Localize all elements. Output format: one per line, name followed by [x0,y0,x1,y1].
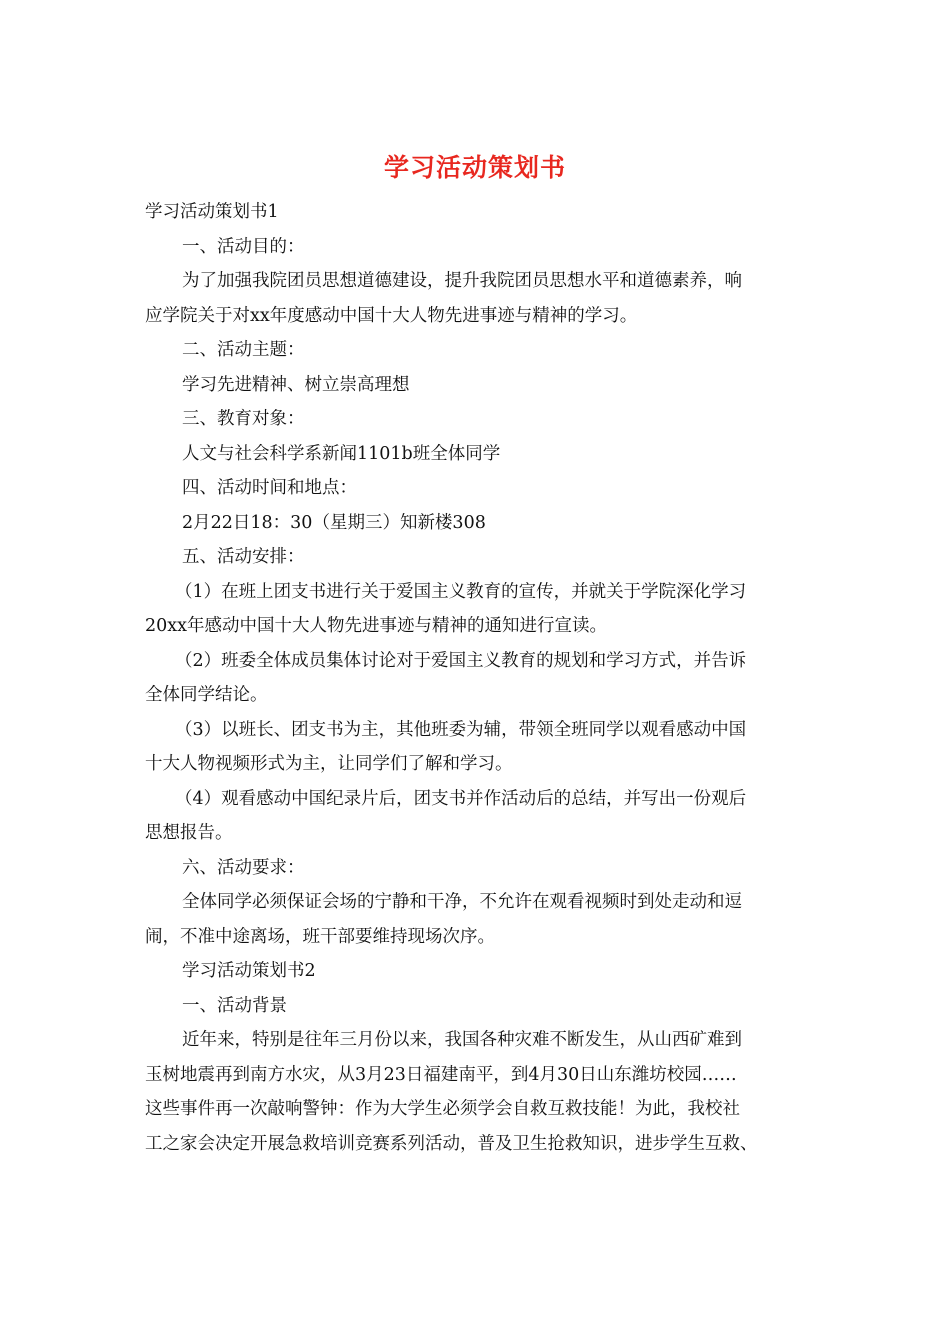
paragraph-line: （3）以班长、团支书为主，其他班委为辅，带领全班同学以观看感动中国 [175,719,747,740]
paragraph-line: 六、活动要求： [182,857,305,878]
document-title: 学习活动策划书 [383,153,566,182]
paragraph-line: 全体同学必须保证会场的宁静和干净，不允许在观看视频时到处走动和逗 [182,892,742,912]
document-body [145,195,810,1161]
paragraph-line: 人文与社会科学系新闻1101b班全体同学 [182,443,501,464]
paragraph-line: 工之家会决定开展急救培训竞赛系列活动，普及卫生抢救知识，进步学生互救、 [145,1133,758,1154]
paragraph-line: 十大人物视频形式为主，让同学们了解和学习。 [145,754,513,774]
paragraph-line: 这些事件再一次敲响警钟：作为大学生必须学会自救互救技能！为此，我校社 [145,1099,740,1119]
paragraph-line: 全体同学结论。 [145,685,268,705]
paragraph-line: （2）班委全体成员集体讨论对于爱国主义教育的规划和学习方式，并告诉 [175,650,747,671]
paragraph-line: 闹，不准中途离场，班干部要维持现场次序。 [145,926,495,947]
paragraph-line: 学习先进精神、树立崇高理想 [182,374,410,395]
paragraph-line: 四、活动时间和地点： [182,478,357,498]
paragraph-line: 2月22日18：30（星期三）知新楼308 [182,512,486,533]
paragraph-line: 为了加强我院团员思想道德建设，提升我院团员思想水平和道德素养，响 [182,271,742,291]
paragraph-line: 学习活动策划书1 [145,202,279,222]
paragraph-line: 三、教育对象： [182,409,305,429]
paragraph-line: 五、活动安排： [182,547,305,567]
paragraph-line: 一、活动背景 [182,995,287,1016]
paragraph-line: （1）在班上团支书进行关于爱国主义教育的宣传，并就关于学院深化学习 [175,581,747,602]
paragraph-line: 20xx年感动中国十大人物先进事迹与精神的通知进行宣读。 [145,616,608,636]
paragraph-line: 应学院关于对xx年度感动中国十大人物先进事迹与精神的学习。 [145,305,638,326]
paragraph-line: （4）观看感动中国纪录片后，团支书并作活动后的总结，并写出一份观后 [175,788,747,809]
paragraph-line: 思想报告。 [145,823,233,843]
paragraph-line: 玉树地震再到南方水灾，从3月23日福建南平，到4月30日山东潍坊校园…… [145,1064,737,1085]
paragraph-line: 二、活动主题： [182,340,305,360]
paragraph-line: 一、活动目的： [182,236,305,257]
paragraph-line: 近年来，特别是往年三月份以来，我国各种灾难不断发生，从山西矿难到 [182,1030,742,1050]
paragraph-line: 学习活动策划书2 [182,961,316,981]
